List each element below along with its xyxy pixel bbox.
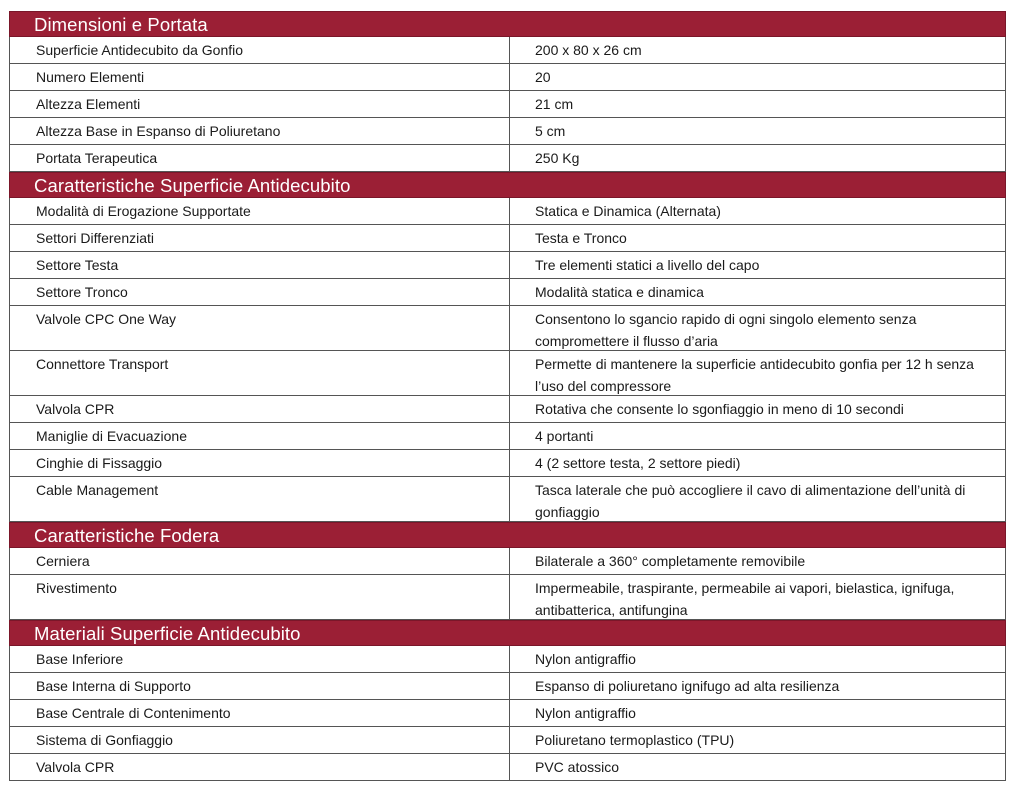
row-value: PVC atossico [535, 759, 620, 775]
row-value: 4 portanti [535, 428, 594, 444]
row-value: Consentono lo sgancio rapido di ogni singolo elemento senza compromettere il flusso d’aria [535, 311, 917, 349]
row-value: Statica e Dinamica (Alternata) [535, 203, 721, 219]
row-label: Settore Tronco [10, 279, 510, 305]
section-header-materiali: Materiali Superficie Antidecubito [9, 620, 1006, 646]
row-value: 4 (2 settore testa, 2 settore piedi) [535, 455, 741, 471]
row-value: Nylon antigraffio [535, 705, 636, 721]
table-row [9, 754, 1006, 781]
row-label: Sistema di Gonfiaggio [10, 727, 510, 753]
spec-table [9, 11, 1006, 781]
table-row [9, 118, 1006, 145]
table-row [9, 225, 1006, 252]
table-row [9, 145, 1006, 172]
table-row [9, 673, 1006, 700]
row-value: Permette di mantenere la superficie antidecubito gonfia per 12 h senza l’uso del compressore [535, 356, 974, 394]
row-value: Testa e Tronco [535, 230, 627, 246]
row-value: 21 cm [535, 96, 574, 112]
table-row [9, 548, 1006, 575]
section-header-caratteristiche-superficie: Caratteristiche Superficie Antidecubito [9, 172, 1006, 198]
table-row [9, 64, 1006, 91]
section-header-fodera: Caratteristiche Fodera [9, 522, 1006, 548]
table-row [9, 477, 1006, 522]
table-row [9, 396, 1006, 423]
row-label: Maniglie di Evacuazione [10, 423, 510, 449]
table-row [9, 700, 1006, 727]
row-label: Numero Elementi [10, 64, 510, 90]
section-header-dimensioni: Dimensioni e Portata [9, 11, 1006, 37]
row-label: Cable Management [10, 477, 510, 521]
table-row [9, 37, 1006, 64]
row-value: Tre elementi statici a livello del capo [535, 257, 760, 273]
row-value: 5 cm [535, 123, 566, 139]
table-row [9, 198, 1006, 225]
row-value: Rotativa che consente lo sgonfiaggio in meno di 10 secondi [535, 401, 904, 417]
row-label: Base Inferiore [10, 646, 510, 672]
row-value: 250 Kg [535, 150, 580, 166]
row-label: Valvola CPR [10, 754, 510, 780]
row-label: Base Centrale di Contenimento [10, 700, 510, 726]
row-value: Tasca laterale che può accogliere il cavo di alimentazione dell’unità di gonfiaggio [535, 482, 966, 520]
row-value: Espanso di poliuretano ignifugo ad alta resilienza [535, 678, 840, 694]
row-value: Modalità statica e dinamica [535, 284, 704, 300]
row-label: Valvole CPC One Way [10, 306, 510, 350]
table-row [9, 575, 1006, 620]
table-row [9, 279, 1006, 306]
table-row [9, 252, 1006, 279]
row-label: Cinghie di Fissaggio [10, 450, 510, 476]
table-row [9, 646, 1006, 673]
row-label: Altezza Base in Espanso di Poliuretano [10, 118, 510, 144]
table-row [9, 351, 1006, 396]
row-label: Superficie Antidecubito da Gonfio [10, 37, 510, 63]
row-label: Modalità di Erogazione Supportate [10, 198, 510, 224]
table-row [9, 423, 1006, 450]
row-label: Valvola CPR [10, 396, 510, 422]
table-row [9, 450, 1006, 477]
row-value: Impermeabile, traspirante, permeabile ai vapori, bielastica, ignifuga, antibatterica, antifungina [535, 580, 955, 618]
table-row [9, 91, 1006, 118]
table-row [9, 306, 1006, 351]
row-label: Altezza Elementi [10, 91, 510, 117]
row-label: Cerniera [10, 548, 510, 574]
row-value: Nylon antigraffio [535, 651, 636, 667]
row-value: Bilaterale a 360° completamente removibile [535, 553, 806, 569]
row-value: 200 x 80 x 26 cm [535, 42, 642, 58]
row-label: Connettore Transport [10, 351, 510, 395]
row-label: Settore Testa [10, 252, 510, 278]
row-value: 20 [535, 69, 551, 85]
row-label: Base Interna di Supporto [10, 673, 510, 699]
row-value: Poliuretano termoplastico (TPU) [535, 732, 735, 748]
row-label: Rivestimento [10, 575, 510, 619]
row-label: Portata Terapeutica [10, 145, 510, 171]
table-row [9, 727, 1006, 754]
row-label: Settori Differenziati [10, 225, 510, 251]
